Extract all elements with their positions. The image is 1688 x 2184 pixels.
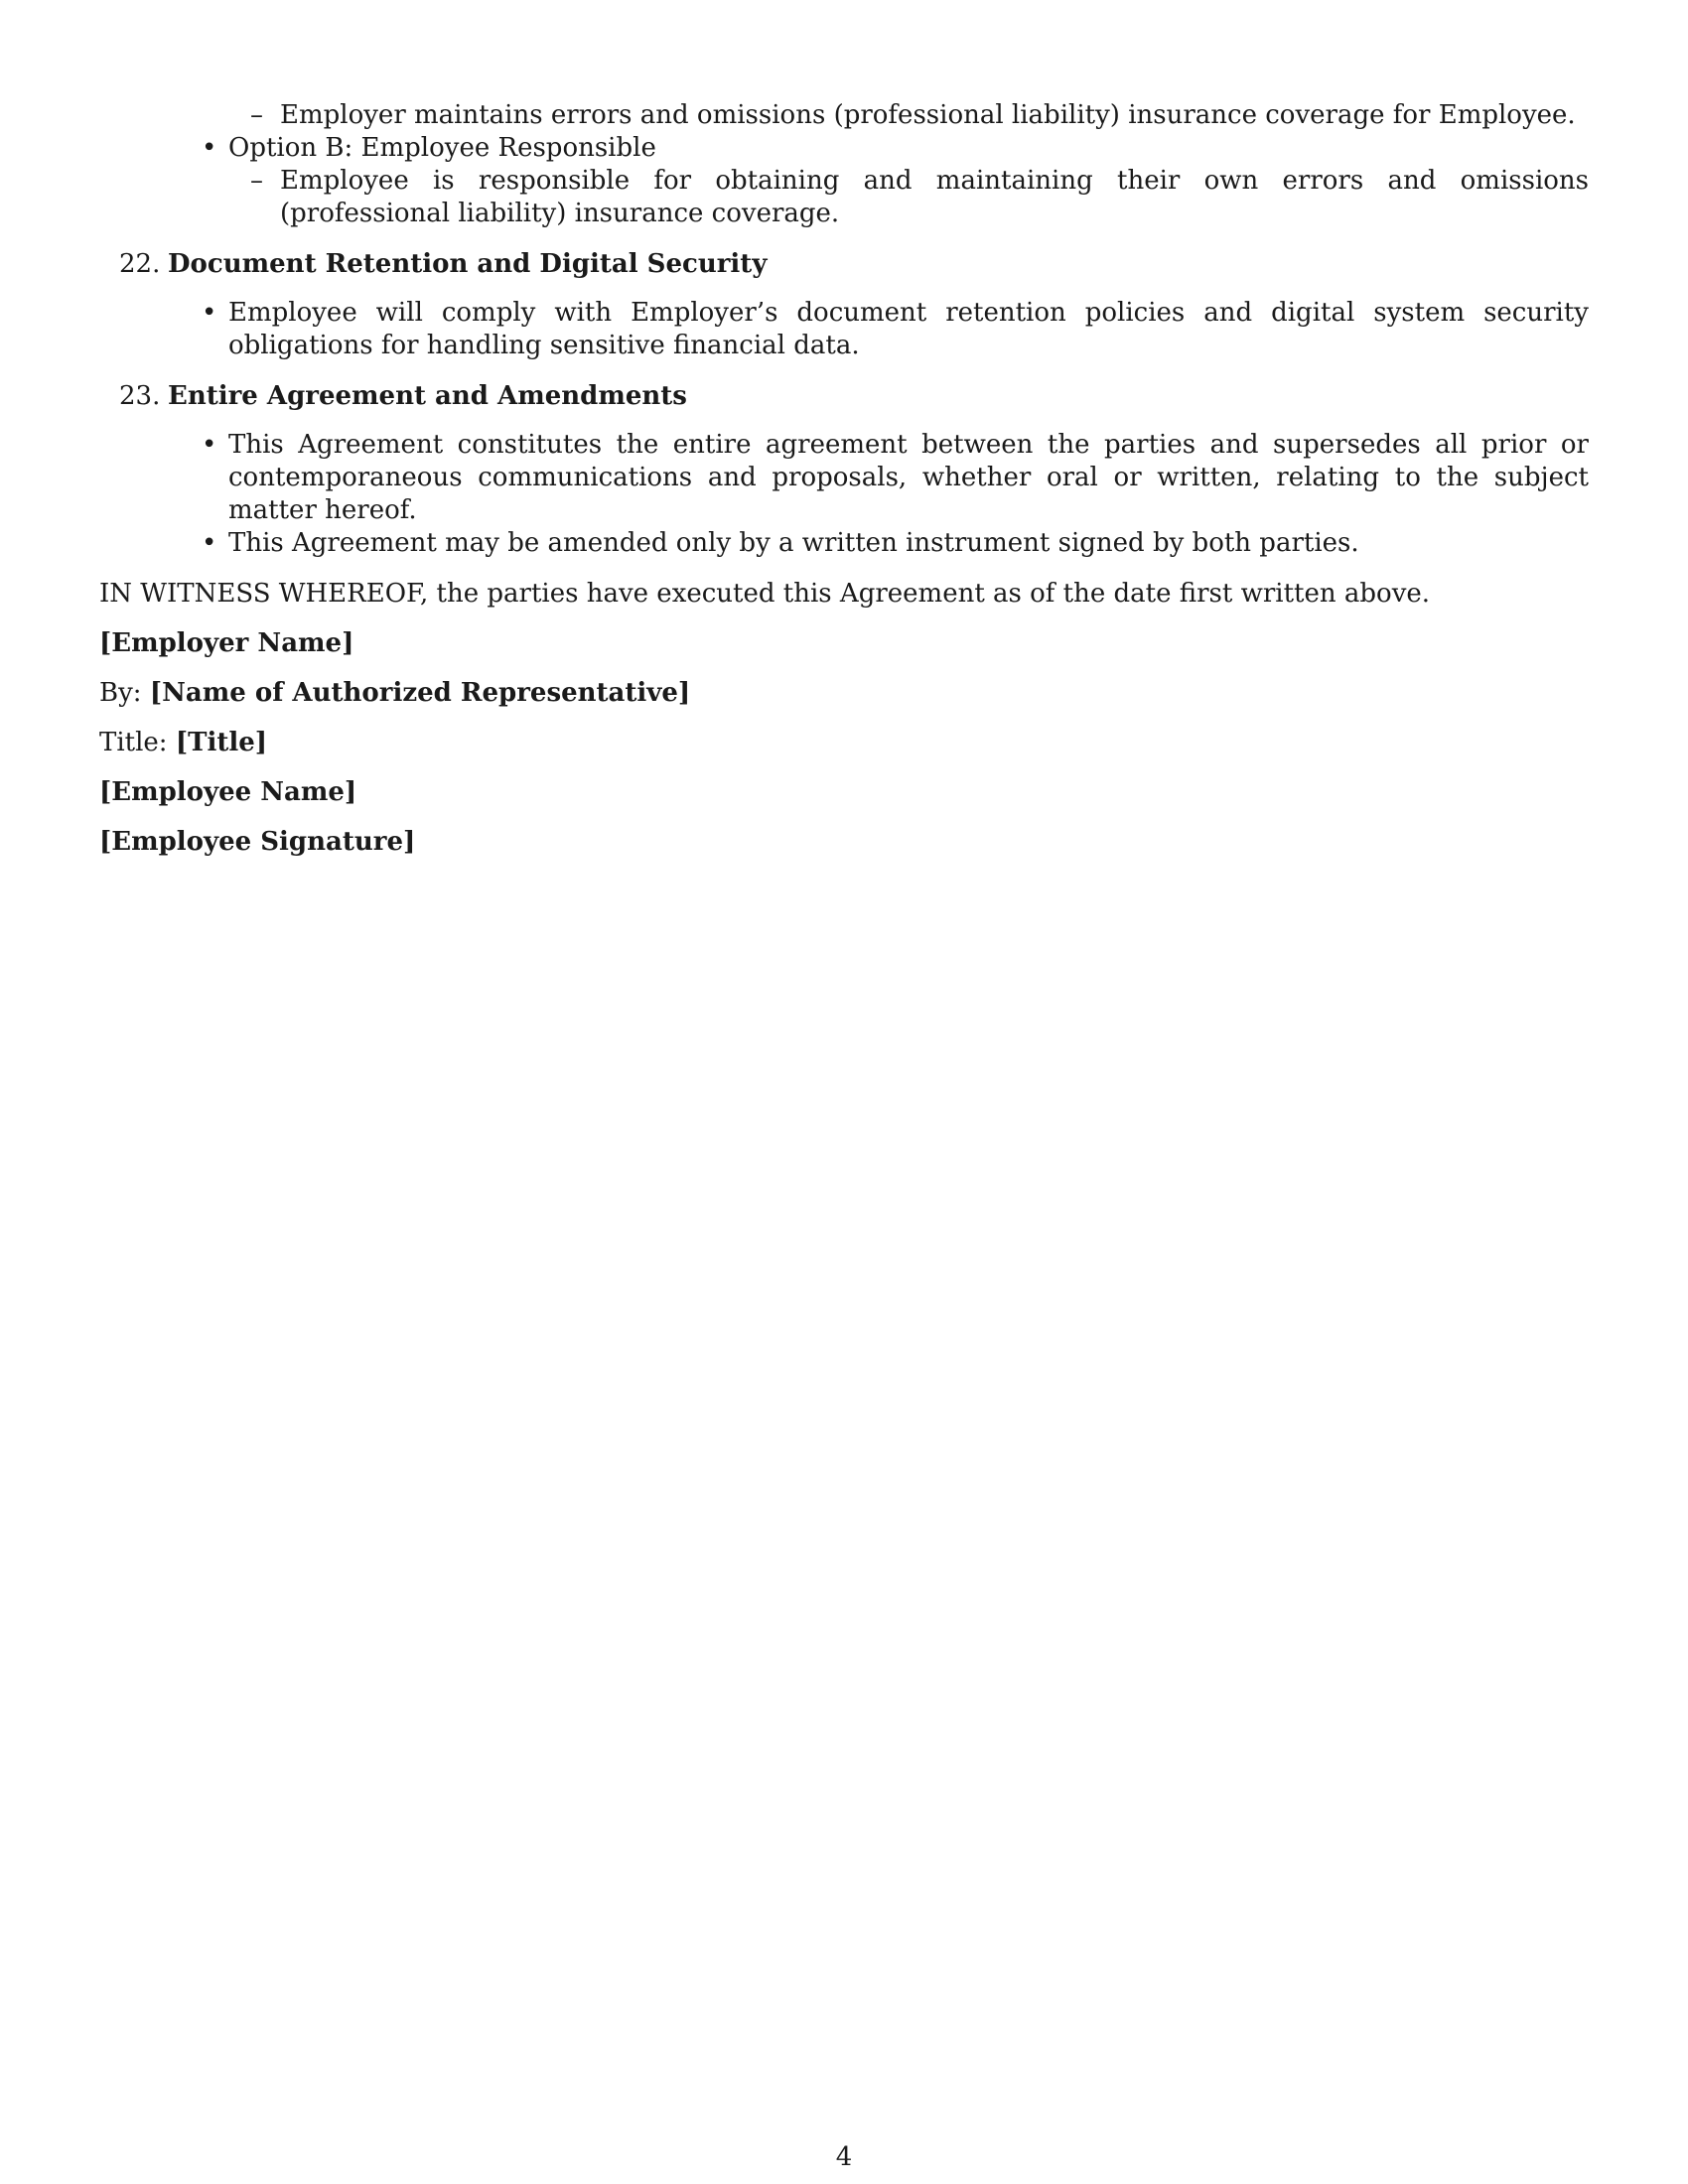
bullet-marker: • (202, 133, 217, 163)
section-number: 23. (119, 381, 161, 411)
section-heading-22 (119, 248, 1589, 281)
section-23-bullet (202, 527, 1589, 560)
title-line (99, 727, 1589, 759)
title-label: Title: (99, 728, 168, 757)
section-title: Entire Agreement and Amendments (168, 381, 687, 411)
document-page (99, 99, 1589, 859)
employee-signature: [Employee Signature] (99, 827, 416, 857)
witness-paragraph: IN WITNESS WHEREOF, the parties have executed this Agreement as of the date first written above. (99, 579, 1431, 609)
sub-bullet (250, 99, 1589, 132)
by-line (99, 677, 1589, 710)
section-23-bullet (202, 429, 1589, 527)
page-number: 4 (835, 2142, 853, 2172)
bullet-text: Employer maintains errors and omissions (professional liability) insurance coverage for Employee. (280, 100, 1576, 130)
bullet-text: Employee is responsible for obtaining and maintaining their own errors and omissions (professional liability) insurance coverage. (280, 166, 1589, 228)
bullet-text: This Agreement may be amended only by a written instrument signed by both parties. (228, 528, 1359, 558)
bullet-option-b (202, 132, 1589, 165)
sub-bullet (250, 165, 1589, 230)
section-title: Document Retention and Digital Security (168, 249, 768, 279)
bullet-text: Option B: Employee Responsible (228, 133, 656, 163)
employer-name: [Employer Name] (99, 628, 354, 658)
section-heading-23 (119, 380, 1589, 413)
authorized-representative: [Name of Authorized Representative] (149, 678, 691, 708)
section-22-bullet (202, 297, 1589, 362)
employee-name: [Employee Name] (99, 777, 357, 807)
bullet-marker: • (202, 430, 217, 460)
section-number: 22. (119, 249, 161, 279)
bullet-marker: • (202, 298, 217, 328)
title-value: [Title] (175, 728, 268, 757)
by-label: By: (99, 678, 142, 708)
bullet-marker: • (202, 528, 217, 558)
dash-marker: – (250, 166, 263, 196)
dash-marker: – (250, 100, 263, 130)
bullet-text: This Agreement constitutes the entire agreement between the parties and supersedes all prior or contemporaneous communications and proposals, whether oral or written, relating to the subject matter hereof. (228, 430, 1589, 525)
bullet-text: Employee will comply with Employer’s document retention policies and digital system security obligations for handling sensitive financial data. (228, 298, 1589, 360)
